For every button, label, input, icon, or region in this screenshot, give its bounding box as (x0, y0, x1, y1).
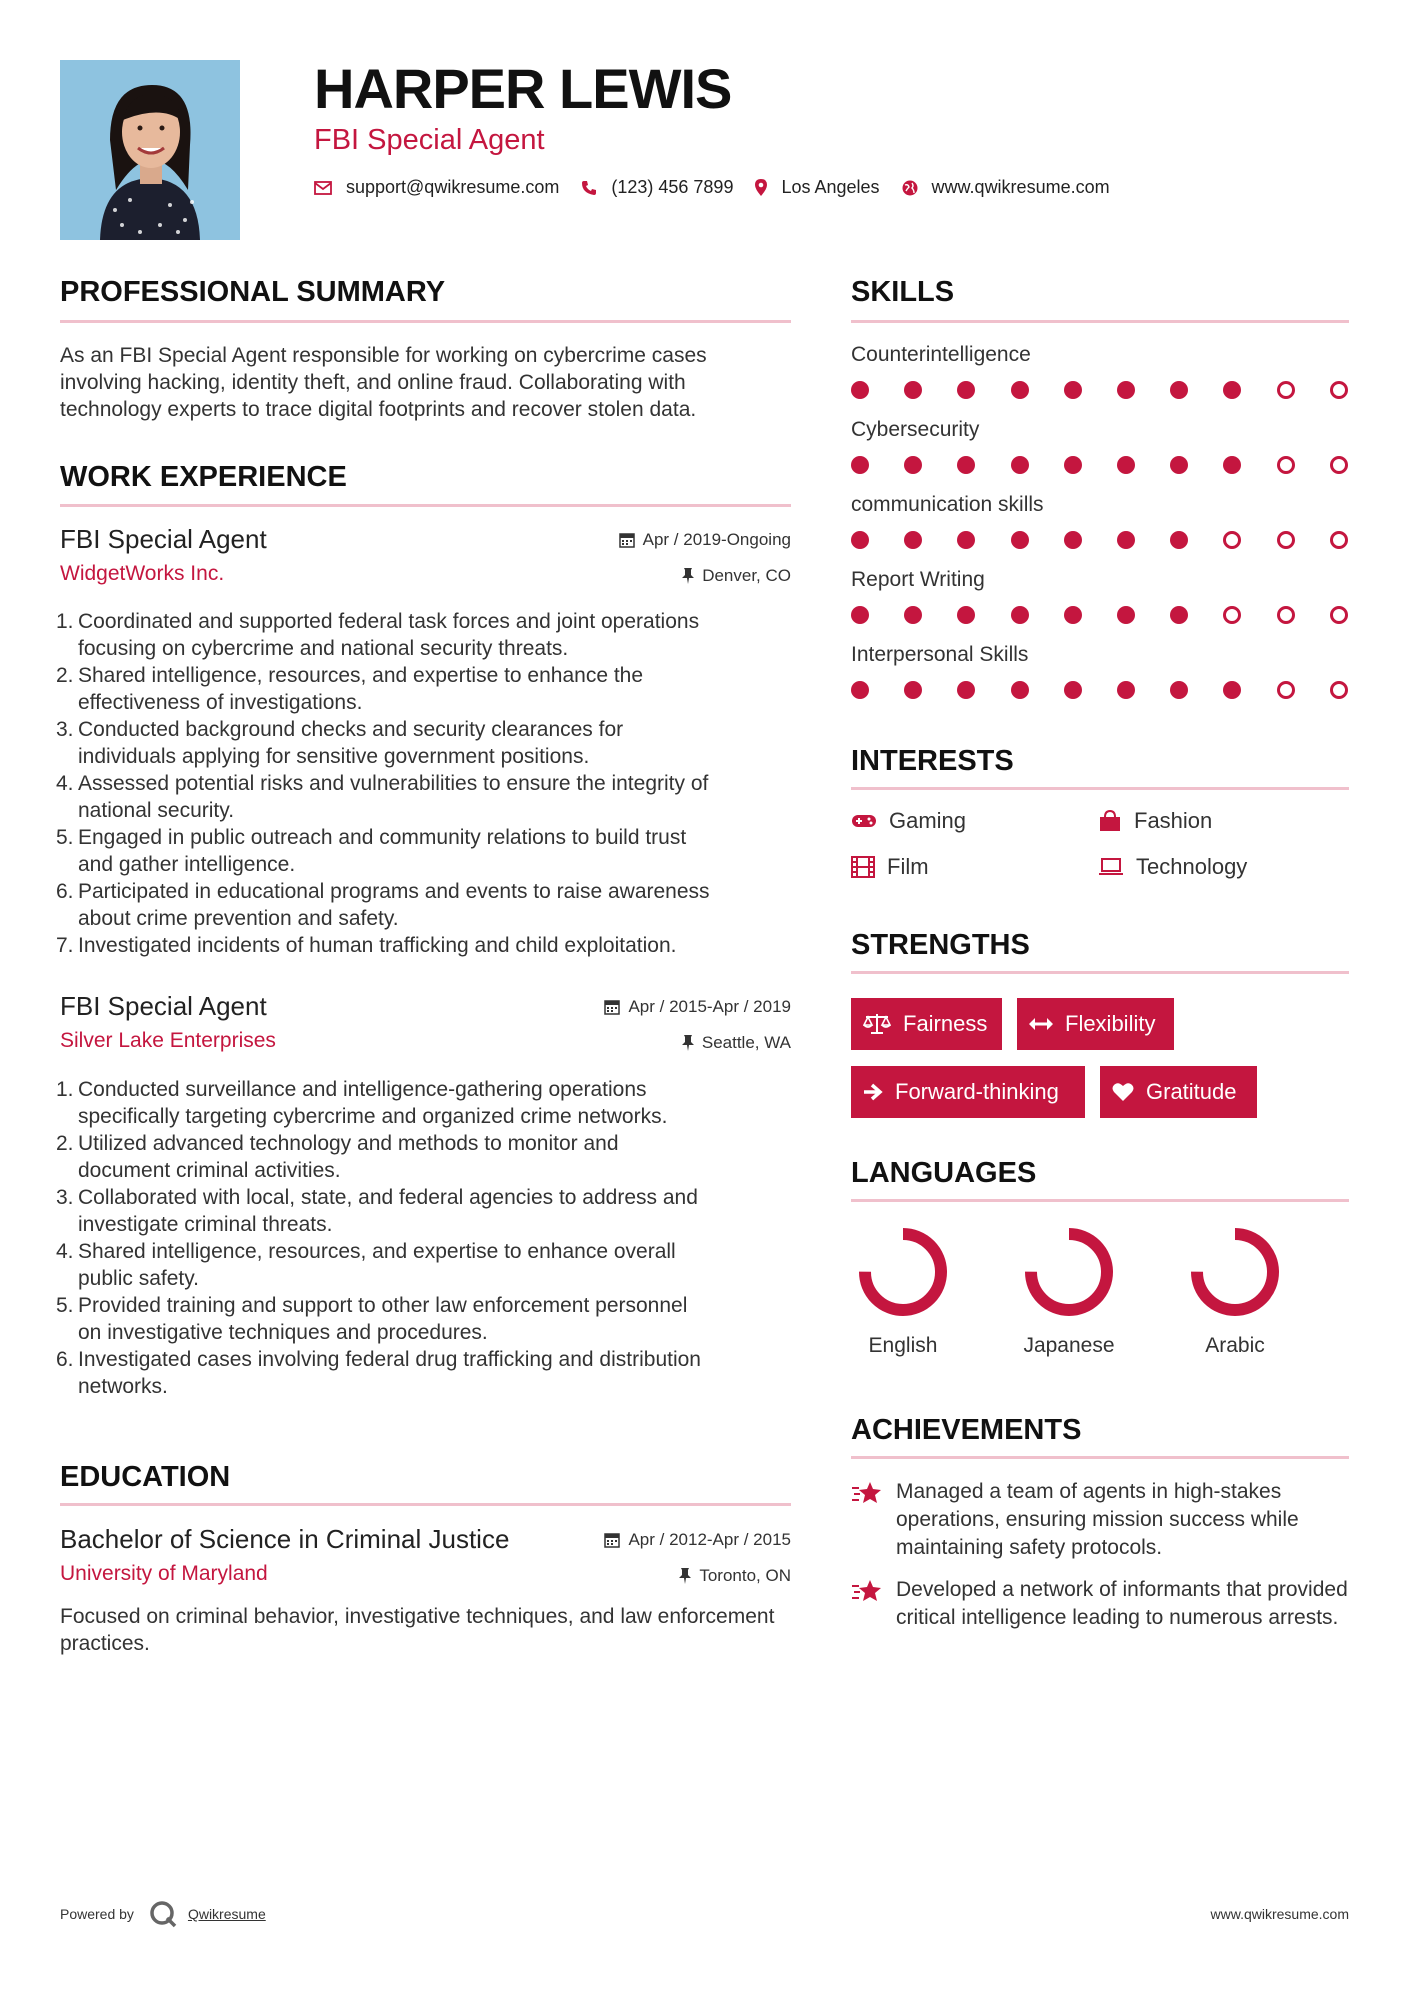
language-name: Arabic (1205, 1334, 1265, 1357)
rating-dot-filled (1170, 681, 1188, 699)
rating-dot-filled (1064, 456, 1082, 474)
language-item (1017, 1222, 1137, 1372)
job-title: FBI Special Agent (60, 991, 267, 1021)
globe-icon (902, 180, 918, 196)
skills-heading: SKILLS (851, 276, 955, 308)
rating-dot-filled (1064, 531, 1082, 549)
rating-dot-filled (904, 456, 922, 474)
strength-tag (851, 998, 1002, 1050)
duty-number (56, 851, 78, 878)
location-text: Los Angeles (781, 177, 880, 197)
school-name: University of Maryland (60, 1562, 268, 1585)
rating-dot-empty (1277, 531, 1295, 549)
language-proficiency-ring (1017, 1222, 1137, 1322)
languages-heading: LANGUAGES (851, 1157, 1037, 1189)
duty-line (56, 932, 791, 959)
duty-text: Investigated incidents of human trafficking and child exploitation. (78, 934, 677, 957)
summary-text: As an FBI Special Agent responsible for working on cybercrime cases involving hacking, identity theft, and online fraud. Collaborating with technology experts to trace digital footprints and recover stolen data. (60, 344, 707, 421)
duty-text: specifically targeting cybercrime and organized crime networks. (78, 1105, 668, 1128)
interest-item (851, 854, 929, 880)
star-award-icon (851, 1578, 883, 1604)
duty-text: individuals applying for sensitive government positions. (78, 745, 590, 768)
rating-dot-filled (1170, 531, 1188, 549)
footer-powered-by (60, 1899, 266, 1929)
interest-label: Gaming (889, 808, 967, 833)
duty-text: and gather intelligence. (78, 853, 296, 876)
achievement-text: Developed a network of informants that provided critical intelligence leading to numerous arrests. (896, 1578, 1348, 1629)
strength-tag (1017, 998, 1174, 1050)
rating-dot-filled (1223, 381, 1241, 399)
skill-rating (851, 681, 1351, 701)
languages-divider (851, 1199, 1349, 1202)
footer-url[interactable]: www.qwikresume.com (1210, 1906, 1349, 1922)
job-location (682, 566, 791, 586)
skill-name: communication skills (851, 493, 1044, 516)
duty-line (56, 662, 791, 689)
job-date-text: Apr / 2015-Apr / 2019 (628, 997, 791, 1016)
rating-dot-filled (904, 606, 922, 624)
rating-dot-filled (1064, 606, 1082, 624)
achievement-item (851, 1576, 1351, 1666)
job-entry-header (60, 524, 791, 594)
duty-line (56, 1265, 791, 1292)
duty-text: Conducted surveillance and intelligence-gathering operations (78, 1078, 647, 1101)
skill-rating (851, 606, 1351, 626)
duty-line (56, 1130, 791, 1157)
rating-dot-filled (1117, 531, 1135, 549)
duty-number (56, 1103, 78, 1130)
rating-dot-filled (1223, 456, 1241, 474)
interest-label: Technology (1136, 854, 1248, 879)
contact-bar (314, 177, 1132, 198)
strengths-heading: STRENGTHS (851, 929, 1030, 961)
language-item (851, 1222, 971, 1372)
duty-line (56, 716, 791, 743)
strength-label: Flexibility (1065, 1011, 1156, 1036)
duty-line (56, 689, 791, 716)
duty-line (56, 770, 791, 797)
rating-dot-filled (1223, 681, 1241, 699)
duty-number (56, 797, 78, 824)
rating-dot-empty (1330, 381, 1348, 399)
strength-label: Fairness (903, 1011, 988, 1036)
language-item (1183, 1222, 1303, 1372)
duty-text: Engaged in public outreach and community relations to build trust (78, 826, 687, 849)
phone-text: (123) 456 7899 (611, 177, 734, 197)
duty-number (56, 743, 78, 770)
rating-dot-filled (851, 456, 869, 474)
rating-dot-filled (1117, 456, 1135, 474)
duty-line (56, 824, 791, 851)
powered-by-text: Powered by (60, 1906, 134, 1922)
rating-dot-filled (957, 531, 975, 549)
duty-number: 3. (56, 718, 74, 741)
rating-dot-filled (904, 531, 922, 549)
rating-dot-filled (1170, 606, 1188, 624)
duty-text: Collaborated with local, state, and federal agencies to address and (78, 1186, 698, 1209)
interest-item (851, 808, 966, 834)
rating-dot-filled (1064, 681, 1082, 699)
language-proficiency-ring (851, 1222, 971, 1322)
duty-number: 4. (56, 772, 74, 795)
achievement-text: Managed a team of agents in high-stakes operations, ensuring mission success while maintaining safety protocols. (896, 1480, 1299, 1559)
duty-text: Assessed potential risks and vulnerabilities to ensure the integrity of (78, 772, 709, 795)
interests-divider (851, 787, 1349, 790)
duty-line (56, 797, 791, 824)
rating-dot-filled (1117, 681, 1135, 699)
rating-dot-empty (1277, 456, 1295, 474)
experience-heading: WORK EXPERIENCE (60, 461, 347, 493)
rating-dot-filled (957, 381, 975, 399)
duty-number: 5. (56, 1294, 74, 1317)
heart-icon (1112, 1082, 1134, 1102)
rating-dot-filled (904, 681, 922, 699)
language-name: English (868, 1334, 938, 1357)
job-date-text: Apr / 2019-Ongoing (642, 530, 791, 549)
duty-line (56, 1346, 791, 1373)
arrow-right-icon (863, 1083, 883, 1101)
duty-text: on investigative techniques and procedures. (78, 1321, 488, 1344)
duty-number: 6. (56, 880, 74, 903)
achievements-heading: ACHIEVEMENTS (851, 1414, 1082, 1446)
interest-item (1098, 854, 1247, 880)
skill-rating (851, 456, 1351, 476)
duty-line (56, 1238, 791, 1265)
duty-text: focusing on cybercrime and national security threats. (78, 637, 569, 660)
duty-line (56, 1184, 791, 1211)
star-award-icon (851, 1480, 883, 1506)
skill-rating (851, 381, 1351, 401)
achievement-item (851, 1478, 1351, 1568)
strength-label: Gratitude (1146, 1079, 1237, 1104)
education-date-text: Apr / 2012-Apr / 2015 (628, 1530, 791, 1549)
duty-text: Coordinated and supported federal task forces and joint operations (78, 610, 700, 633)
calendar-icon (604, 999, 620, 1015)
skill-name: Cybersecurity (851, 418, 980, 441)
job-duties-list (56, 1076, 791, 1400)
duty-number (56, 1211, 78, 1238)
duty-number (56, 689, 78, 716)
duty-number: 2. (56, 1132, 74, 1155)
rating-dot-filled (904, 381, 922, 399)
duty-number (56, 1157, 78, 1184)
film-icon (851, 856, 875, 878)
duty-text: national security. (78, 799, 235, 822)
strength-tag (851, 1066, 1085, 1118)
skill-rating (851, 531, 1351, 551)
job-location-text: Seattle, WA (701, 1033, 791, 1052)
job-title: FBI Special Agent (60, 524, 267, 554)
interest-item (1098, 808, 1212, 834)
candidate-name: HARPER LEWIS (314, 57, 732, 120)
qwikresume-logo-icon (148, 1899, 178, 1929)
strength-label: Forward-thinking (895, 1079, 1059, 1104)
gamepad-icon (851, 813, 877, 829)
duty-line (56, 1103, 791, 1130)
duty-text: investigate criminal threats. (78, 1213, 333, 1236)
map-marker-icon (755, 179, 767, 196)
duty-text: public safety. (78, 1267, 200, 1290)
duty-line (56, 1157, 791, 1184)
duty-text: Provided training and support to other law enforcement personnel (78, 1294, 688, 1317)
job-duties-list (56, 608, 791, 959)
education-location (679, 1566, 791, 1586)
rating-dot-empty (1277, 606, 1295, 624)
skill-name: Interpersonal Skills (851, 643, 1029, 666)
pushpin-icon (679, 1568, 691, 1584)
strengths-divider (851, 971, 1349, 974)
pushpin-icon (682, 1035, 694, 1051)
rating-dot-filled (1117, 381, 1135, 399)
calendar-icon (619, 532, 635, 548)
rating-dot-empty (1223, 531, 1241, 549)
rating-dot-filled (1011, 681, 1029, 699)
duty-text: effectiveness of investigations. (78, 691, 363, 714)
rating-dot-filled (1011, 606, 1029, 624)
interest-label: Film (887, 854, 929, 879)
rating-dot-empty (1330, 531, 1348, 549)
language-name: Japanese (1023, 1334, 1115, 1357)
email-text: support@qwikresume.com (346, 177, 560, 197)
pushpin-icon (682, 568, 694, 584)
rating-dot-filled (1011, 531, 1029, 549)
education-description: Focused on criminal behavior, investigative techniques, and law enforcement practices. (60, 1605, 775, 1655)
language-proficiency-ring (1183, 1222, 1303, 1322)
skill-name: Report Writing (851, 568, 985, 591)
profile-photo (60, 60, 240, 240)
duty-text: Conducted background checks and security clearances for (78, 718, 624, 741)
duty-line (56, 743, 791, 770)
rating-dot-filled (1011, 381, 1029, 399)
rating-dot-empty (1277, 381, 1295, 399)
contact-website[interactable] (902, 177, 1110, 198)
education-location-text: Toronto, ON (699, 1566, 791, 1585)
contact-phone[interactable] (581, 177, 733, 198)
duty-line (56, 878, 791, 905)
rating-dot-filled (1064, 381, 1082, 399)
rating-dot-filled (851, 606, 869, 624)
job-date (604, 997, 791, 1017)
job-company: WidgetWorks Inc. (60, 562, 225, 585)
duty-line (56, 1292, 791, 1319)
balance-scale-icon (863, 1013, 891, 1035)
duty-line (56, 1319, 791, 1346)
duty-number: 1. (56, 610, 74, 633)
shopping-bag-icon (1098, 809, 1122, 833)
rating-dot-filled (1011, 456, 1029, 474)
duty-number: 7. (56, 934, 74, 957)
rating-dot-filled (1170, 456, 1188, 474)
rating-dot-filled (851, 531, 869, 549)
duty-line (56, 608, 791, 635)
strength-tag (1100, 1066, 1257, 1118)
interest-label: Fashion (1134, 808, 1213, 833)
job-entry-header (60, 991, 791, 1061)
duty-text: Participated in educational programs and events to raise awareness (78, 880, 710, 903)
duty-number (56, 635, 78, 662)
candidate-title: FBI Special Agent (314, 124, 545, 156)
duty-text: document criminal activities. (78, 1159, 341, 1182)
rating-dot-empty (1223, 606, 1241, 624)
skills-divider (851, 320, 1349, 323)
website-text: www.qwikresume.com (931, 177, 1110, 197)
rating-dot-filled (957, 681, 975, 699)
duty-number: 6. (56, 1348, 74, 1371)
rating-dot-filled (1117, 606, 1135, 624)
contact-location (755, 177, 879, 198)
rating-dot-filled (1170, 381, 1188, 399)
duty-number: 4. (56, 1240, 74, 1263)
job-location (682, 1033, 791, 1053)
duty-number (56, 1319, 78, 1346)
education-heading: EDUCATION (60, 1461, 231, 1493)
duty-text: Shared intelligence, resources, and expertise to enhance overall (78, 1240, 676, 1263)
rating-dot-empty (1277, 681, 1295, 699)
duty-line (56, 635, 791, 662)
rating-dot-filled (851, 381, 869, 399)
duty-number: 5. (56, 826, 74, 849)
duty-text: networks. (78, 1375, 168, 1398)
job-company: Silver Lake Enterprises (60, 1029, 276, 1052)
qwikresume-link[interactable]: Qwikresume (187, 1906, 266, 1922)
rating-dot-filled (957, 456, 975, 474)
skill-name: Counterintelligence (851, 343, 1031, 366)
job-date (619, 530, 791, 550)
degree-title: Bachelor of Science in Criminal Justice (60, 1524, 510, 1554)
envelope-icon (314, 181, 332, 195)
duty-line (56, 851, 791, 878)
experience-divider (60, 504, 791, 507)
duty-number (56, 1373, 78, 1400)
education-divider (60, 1503, 791, 1506)
laptop-icon (1098, 857, 1124, 877)
rating-dot-filled (851, 681, 869, 699)
education-entry-header (60, 1524, 791, 1594)
duty-line (56, 1076, 791, 1103)
phone-icon (581, 180, 597, 196)
contact-email[interactable] (314, 177, 559, 198)
duty-line (56, 905, 791, 932)
interests-heading: INTERESTS (851, 745, 1014, 777)
duty-text: about crime prevention and safety. (78, 907, 399, 930)
duty-text: Utilized advanced technology and methods to monitor and (78, 1132, 619, 1155)
duty-line (56, 1211, 791, 1238)
duty-number (56, 1265, 78, 1292)
duty-number: 3. (56, 1186, 74, 1209)
duty-number: 1. (56, 1078, 74, 1101)
duty-text: Shared intelligence, resources, and expertise to enhance the (78, 664, 644, 687)
duty-number: 2. (56, 664, 74, 687)
job-location-text: Denver, CO (702, 566, 791, 585)
duty-number (56, 905, 78, 932)
rating-dot-empty (1330, 606, 1348, 624)
rating-dot-empty (1330, 681, 1348, 699)
achievements-divider (851, 1456, 1349, 1459)
summary-divider (60, 320, 791, 323)
rating-dot-filled (957, 606, 975, 624)
duty-text: Investigated cases involving federal drug trafficking and distribution (78, 1348, 701, 1371)
rating-dot-empty (1330, 456, 1348, 474)
summary-heading: PROFESSIONAL SUMMARY (60, 276, 446, 308)
duty-line (56, 1373, 791, 1400)
arrows-horizontal-icon (1029, 1017, 1053, 1031)
education-date (604, 1530, 791, 1550)
calendar-icon (604, 1532, 620, 1548)
